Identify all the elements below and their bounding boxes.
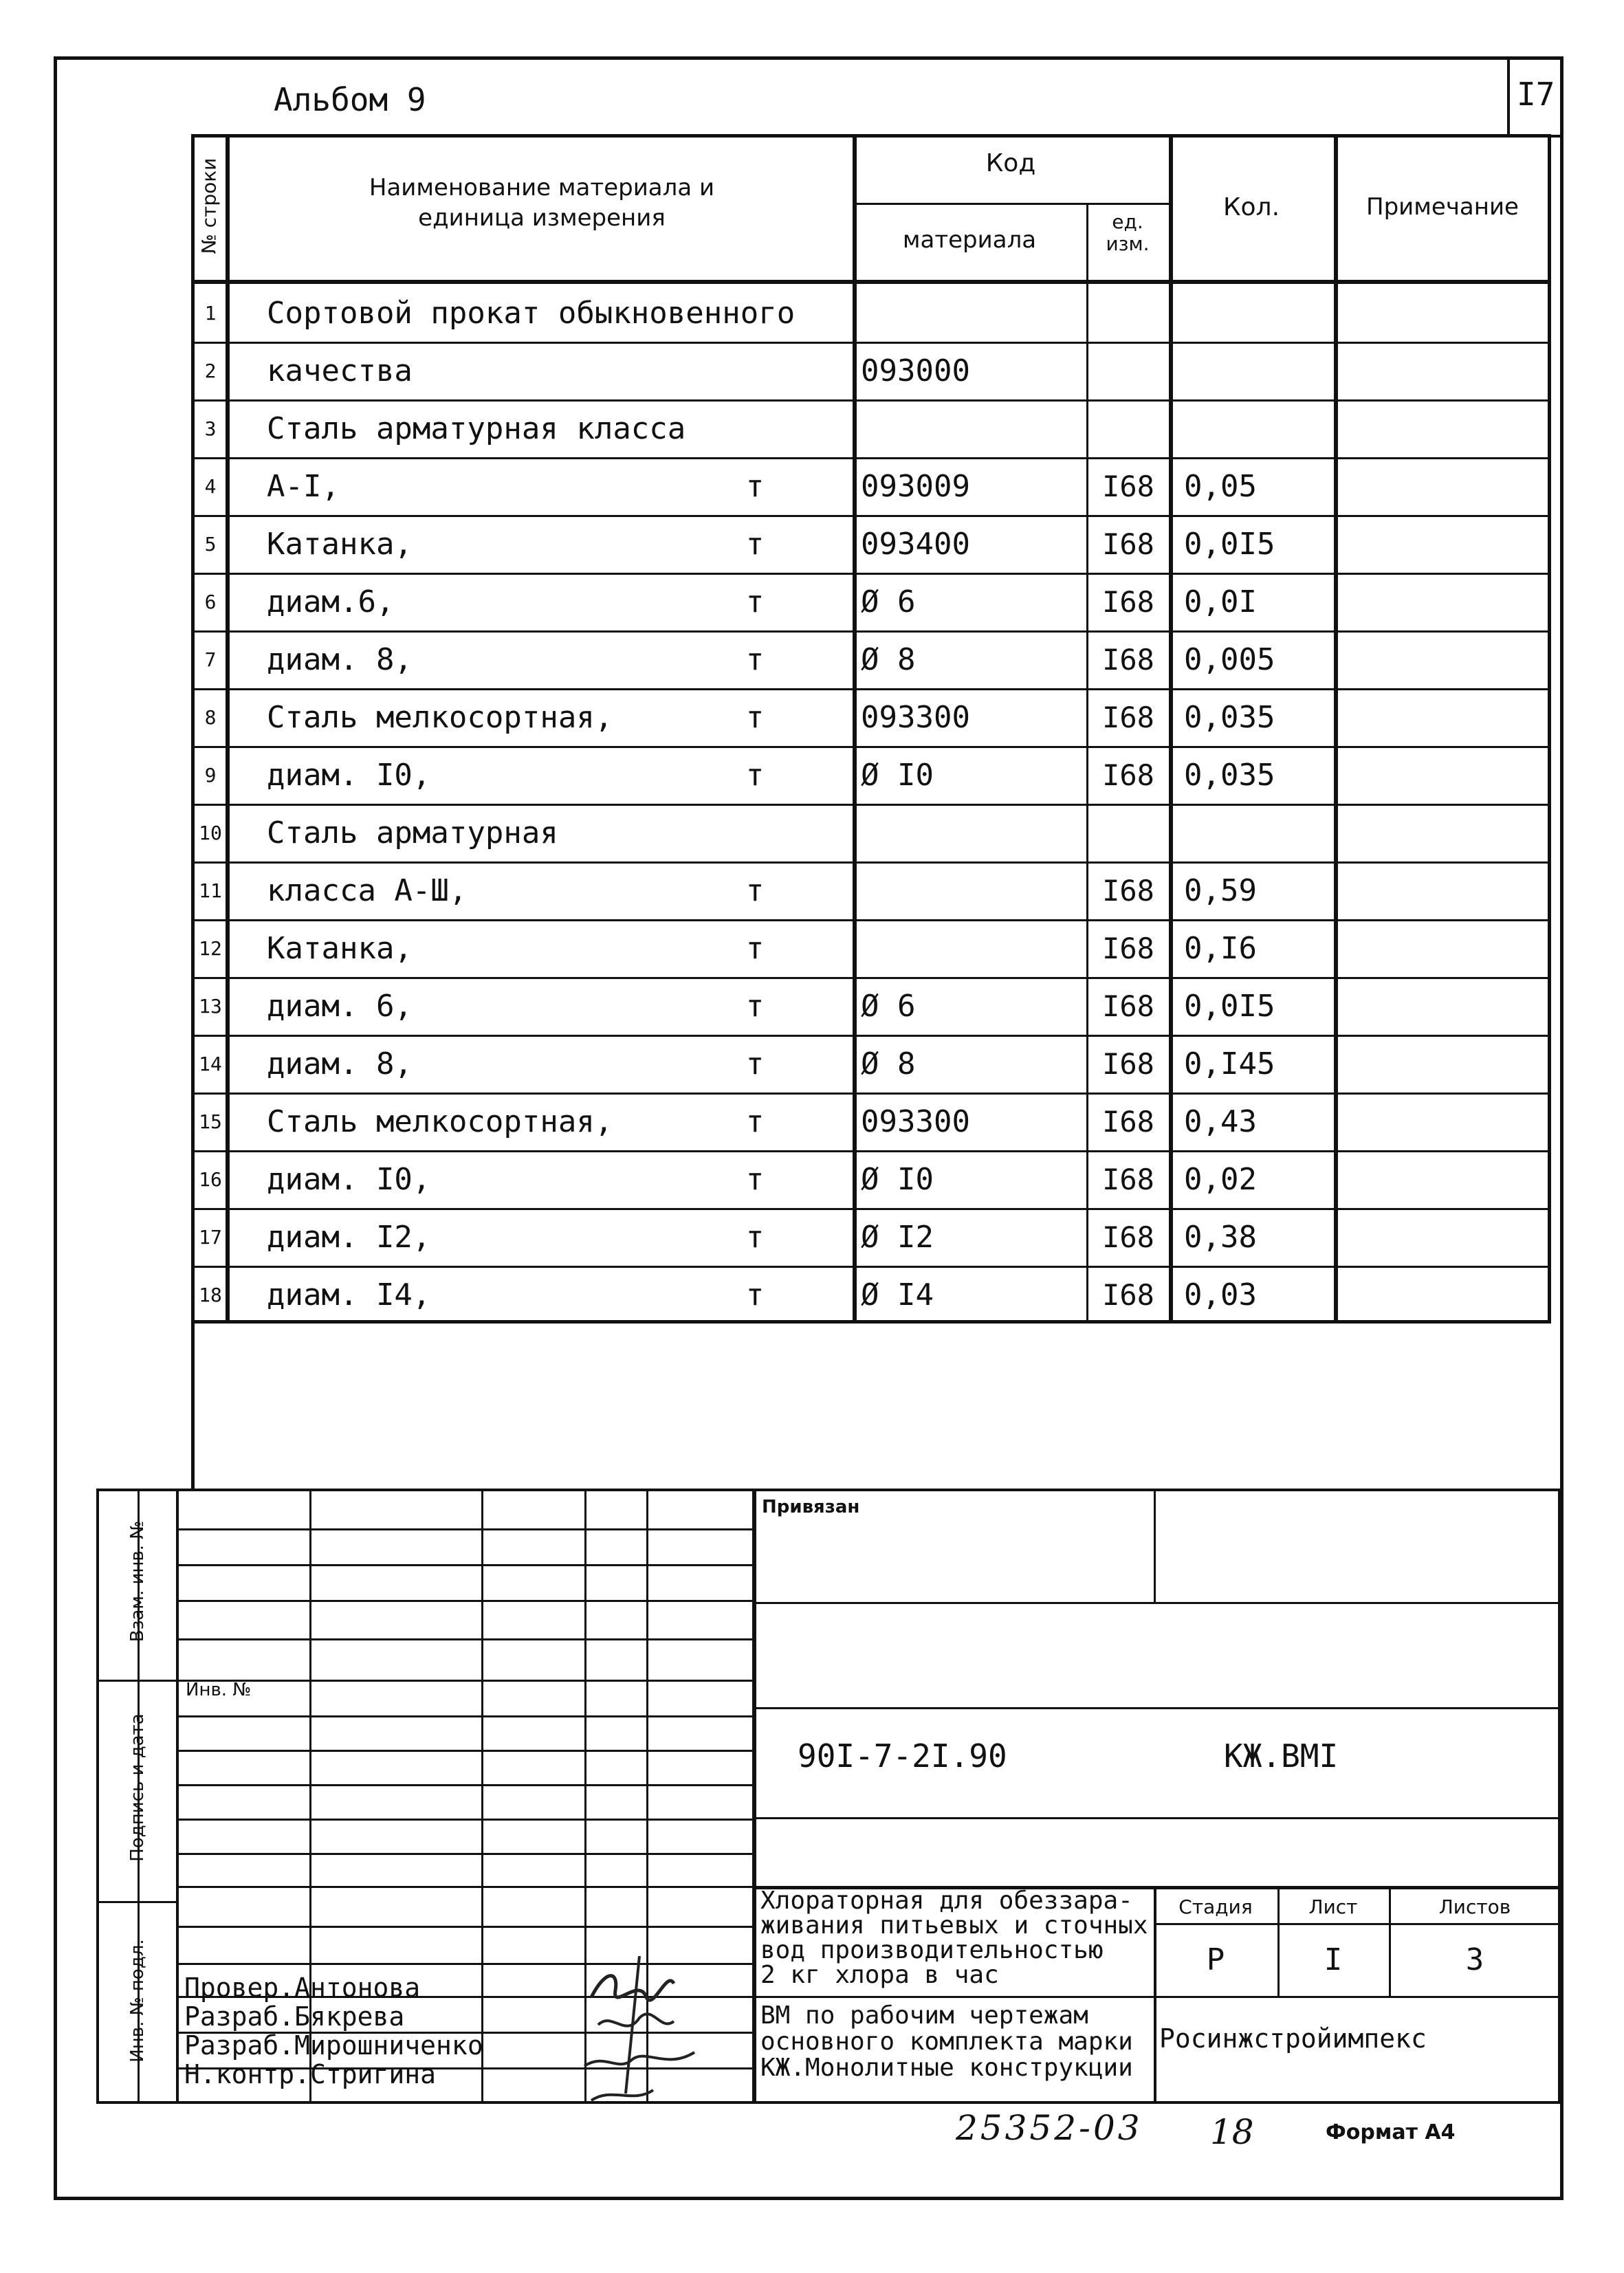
signature-row-line (179, 1564, 755, 1566)
row-number: 2 (204, 359, 217, 382)
unit-code: I68 (1102, 989, 1154, 1023)
quantity: 0,I6 (1184, 930, 1257, 966)
quantity: 0,005 (1184, 641, 1275, 677)
row-number: 6 (204, 590, 217, 613)
header-note: Примечание (1366, 193, 1519, 221)
body-left-line (191, 1324, 195, 1489)
object-title-line: вод производительностью (760, 1936, 1104, 1964)
header-material: материала (902, 226, 1037, 254)
table-row (191, 399, 1551, 457)
material-name: качества (267, 353, 413, 388)
quantity: 0,0I (1184, 584, 1257, 619)
unit-code: I68 (1102, 700, 1154, 734)
table-row (191, 1266, 1551, 1324)
person-name: Мирошниченко (294, 2030, 483, 2061)
table-row (191, 977, 1551, 1035)
material-code (861, 804, 1081, 861)
unit-code: I68 (1102, 1220, 1154, 1254)
signature-row-line (179, 1750, 755, 1752)
table-row (191, 1208, 1551, 1266)
material-unit: т (745, 584, 765, 619)
label-podpis: Подпись и дата (127, 1713, 148, 1862)
material-code: Ø I2 (861, 1219, 934, 1255)
signature-row-line (179, 1680, 755, 1682)
signature-row-line (179, 1715, 755, 1717)
signature-row-line (179, 1784, 755, 1786)
quantity (1184, 399, 1328, 457)
material-code: Ø 8 (861, 641, 916, 677)
row-number: 14 (199, 1052, 222, 1075)
inv-no-label: Инв. № (186, 1680, 252, 1700)
material-code: Ø I4 (861, 1277, 934, 1313)
quantity: 0,0I5 (1184, 526, 1275, 562)
label-inv-podl: Инв. № подл. (127, 1939, 148, 2063)
material-code: 093300 (861, 1103, 970, 1139)
quantity: 0,59 (1184, 872, 1257, 908)
unit-code: I68 (1102, 469, 1154, 503)
row-number: 7 (204, 648, 217, 671)
material-unit: т (745, 468, 765, 504)
material-name: диам. 8, (267, 641, 413, 677)
row-number: 10 (199, 821, 222, 844)
material-unit: т (745, 988, 765, 1024)
row-number: 9 (204, 763, 217, 787)
material-name: Катанка, (267, 526, 413, 562)
material-code: 093400 (861, 526, 970, 562)
material-code: 093000 (861, 353, 970, 388)
doc-mark: КЖ.ВМI (1224, 1737, 1339, 1775)
table-row (191, 342, 1551, 399)
material-code: 093009 (861, 468, 970, 504)
quantity: 0,38 (1184, 1219, 1257, 1255)
material-unit: т (745, 1277, 765, 1313)
unit-code (1090, 399, 1166, 457)
row-number: 3 (204, 417, 217, 440)
unit-code: I68 (1102, 1162, 1154, 1196)
material-unit: т (745, 1161, 765, 1197)
table-row (191, 1092, 1551, 1150)
header-code: Код (985, 149, 1036, 177)
table-row (191, 919, 1551, 977)
row-number: 4 (204, 474, 217, 498)
material-name: Сталь арматурная класса (267, 410, 686, 446)
material-name: диам. 6, (267, 988, 413, 1024)
row-number: 11 (199, 879, 222, 902)
sheet-label: Лист (1308, 1896, 1358, 1918)
material-name: Сталь мелкосортная, (267, 1103, 613, 1139)
row-number: 5 (204, 532, 217, 556)
sheets-label: Листов (1438, 1896, 1511, 1918)
rs-line-6 (755, 1996, 1561, 1998)
stage-value: Р (1206, 1942, 1225, 1977)
object-title-line: Хлораторная для обеззара- (760, 1887, 1133, 1915)
signature-row-line (179, 1528, 755, 1530)
material-unit: т (745, 872, 765, 908)
unit-code: I68 (1102, 1046, 1154, 1081)
sheet-title-line: основного комплекта марки (760, 2028, 1133, 2056)
header-name: Наименование материала и единица измерения (369, 174, 715, 232)
quantity: 0,I45 (1184, 1046, 1275, 1081)
material-code (861, 399, 1081, 457)
sheet-title-line: ВМ по рабочим чертежам (760, 2001, 1088, 2030)
rs-line-3 (755, 1817, 1561, 1819)
material-unit: т (745, 930, 765, 966)
quantity: 0,05 (1184, 468, 1257, 504)
unit-code: I68 (1102, 873, 1154, 908)
material-unit: т (745, 1046, 765, 1081)
signature-row-line (179, 1926, 755, 1928)
material-name: диам.6, (267, 584, 395, 619)
unit-code (1090, 342, 1166, 399)
signatures-drawing (578, 1956, 715, 2114)
archive-number: 25352-03 (956, 2108, 1143, 2148)
object-title-line: 2 кг хлора в час (760, 1961, 999, 1989)
signature-row-line (179, 1819, 755, 1821)
row-number: 8 (204, 705, 217, 729)
title-block (96, 1489, 1561, 2104)
quantity: 0,0I5 (1184, 988, 1275, 1024)
object-title (760, 1889, 1152, 1988)
unit-code (1090, 804, 1166, 861)
row-number: 12 (199, 936, 222, 960)
table-row (191, 573, 1551, 630)
row-number: 18 (199, 1283, 222, 1306)
organization: Росинжстройимпекс (1159, 2023, 1427, 2054)
signature-row-line (179, 1886, 755, 1888)
rs-line-5 (1154, 1923, 1561, 1925)
material-name: Катанка, (267, 930, 413, 966)
table-row (191, 630, 1551, 688)
material-name: диам. I0, (267, 1161, 431, 1197)
material-code (861, 919, 1081, 977)
material-name: Сталь мелкосортная, (267, 699, 613, 735)
rs-line-2 (755, 1707, 1561, 1709)
material-code: Ø I0 (861, 1161, 934, 1197)
material-unit (693, 284, 817, 342)
material-code (861, 861, 1081, 919)
sheet-title-line: КЖ.Монолитные конструкции (760, 2054, 1133, 2082)
material-code: Ø 8 (861, 1046, 916, 1081)
material-code: Ø 6 (861, 988, 916, 1024)
material-code (861, 284, 1081, 342)
sheet-number: I7 (1517, 76, 1555, 113)
row-number: 13 (199, 994, 222, 1018)
unit-code: I68 (1102, 584, 1154, 619)
header-row-no: № строки (197, 157, 221, 254)
sheet-title (760, 2003, 1152, 2081)
material-unit: т (745, 526, 765, 562)
material-name: Сталь арматурная (267, 815, 558, 850)
material-name: А-I, (267, 468, 340, 504)
material-unit: т (745, 1103, 765, 1139)
material-unit: т (745, 757, 765, 793)
row-number: 15 (199, 1110, 222, 1133)
unit-code: I68 (1102, 527, 1154, 561)
quantity: 0,03 (1184, 1277, 1257, 1313)
quantity: 0,02 (1184, 1161, 1257, 1197)
material-name: Сортовой прокат обыкновенного (267, 295, 795, 331)
material-unit (693, 804, 817, 861)
person-name: Антонова (294, 1973, 421, 2003)
quantity: 0,43 (1184, 1103, 1257, 1139)
material-unit: т (745, 641, 765, 677)
material-unit (693, 342, 817, 399)
header-qty: Кол. (1222, 193, 1280, 221)
signature-row-line (179, 1638, 755, 1640)
table-row (191, 457, 1551, 515)
table-row (191, 515, 1551, 573)
table-row (191, 688, 1551, 746)
material-unit: т (745, 699, 765, 735)
quantity: 0,035 (1184, 699, 1275, 735)
person-role: Провер. (184, 1973, 295, 2003)
table-row (191, 1035, 1551, 1092)
row-number: 16 (199, 1167, 222, 1191)
unit-code: I68 (1102, 1277, 1154, 1312)
stage-label: Стадия (1178, 1896, 1253, 1918)
unit-code: I68 (1102, 758, 1154, 792)
material-code: 093300 (861, 699, 970, 735)
quantity (1184, 342, 1328, 399)
rs-line-1 (755, 1602, 1561, 1604)
page-number: 18 (1210, 2112, 1254, 2152)
album-label: Альбом 9 (274, 81, 426, 118)
sheets-value: 3 (1465, 1942, 1484, 1977)
material-code: Ø I0 (861, 757, 934, 793)
person-name: Бякрева (294, 2001, 405, 2032)
unit-code (1090, 284, 1166, 342)
doc-code: 90I-7-2I.90 (798, 1737, 1007, 1775)
unit-code: I68 (1102, 1104, 1154, 1139)
format-label: Формат А4 (1326, 2120, 1456, 2144)
row-number: 1 (204, 301, 217, 325)
sheet-value: I (1324, 1942, 1343, 1977)
material-name: диам. 8, (267, 1046, 413, 1081)
table-row (191, 746, 1551, 804)
person-name: Стригина (310, 2059, 437, 2089)
materials-table (191, 134, 1551, 1339)
rs-vline-a (1154, 1886, 1156, 2104)
table-row (191, 861, 1551, 919)
material-code: Ø 6 (861, 584, 916, 619)
person-role: Разраб. (184, 2001, 295, 2032)
code-subheader-line (853, 203, 1170, 205)
material-name: диам. I0, (267, 757, 431, 793)
rs-vline-priv (1154, 1489, 1156, 1602)
quantity (1184, 804, 1328, 861)
unit-code: I68 (1102, 931, 1154, 965)
table-row (191, 284, 1551, 342)
material-name: диам. I2, (267, 1219, 431, 1255)
header-unit: ед. изм. (1106, 210, 1150, 255)
material-unit: т (745, 1219, 765, 1255)
label-vzam: Взам. инв. № (127, 1520, 148, 1643)
material-unit (693, 399, 817, 457)
material-name: диам. I4, (267, 1277, 431, 1313)
person-role: Разраб. (184, 2030, 295, 2061)
person-role: Н.контр. (184, 2059, 311, 2089)
table-row (191, 1150, 1551, 1208)
quantity (1184, 284, 1328, 342)
unit-code: I68 (1102, 642, 1154, 677)
privyazan-label: Привязан (762, 1497, 860, 1517)
signature-row-line (179, 1600, 755, 1602)
object-title-line: живания питьевых и сточных (760, 1911, 1148, 1940)
table-row (191, 804, 1551, 861)
quantity: 0,035 (1184, 757, 1275, 793)
row-number: 17 (199, 1225, 222, 1249)
signature-row-line (179, 1853, 755, 1855)
material-name: класса А-Ш, (267, 872, 468, 908)
